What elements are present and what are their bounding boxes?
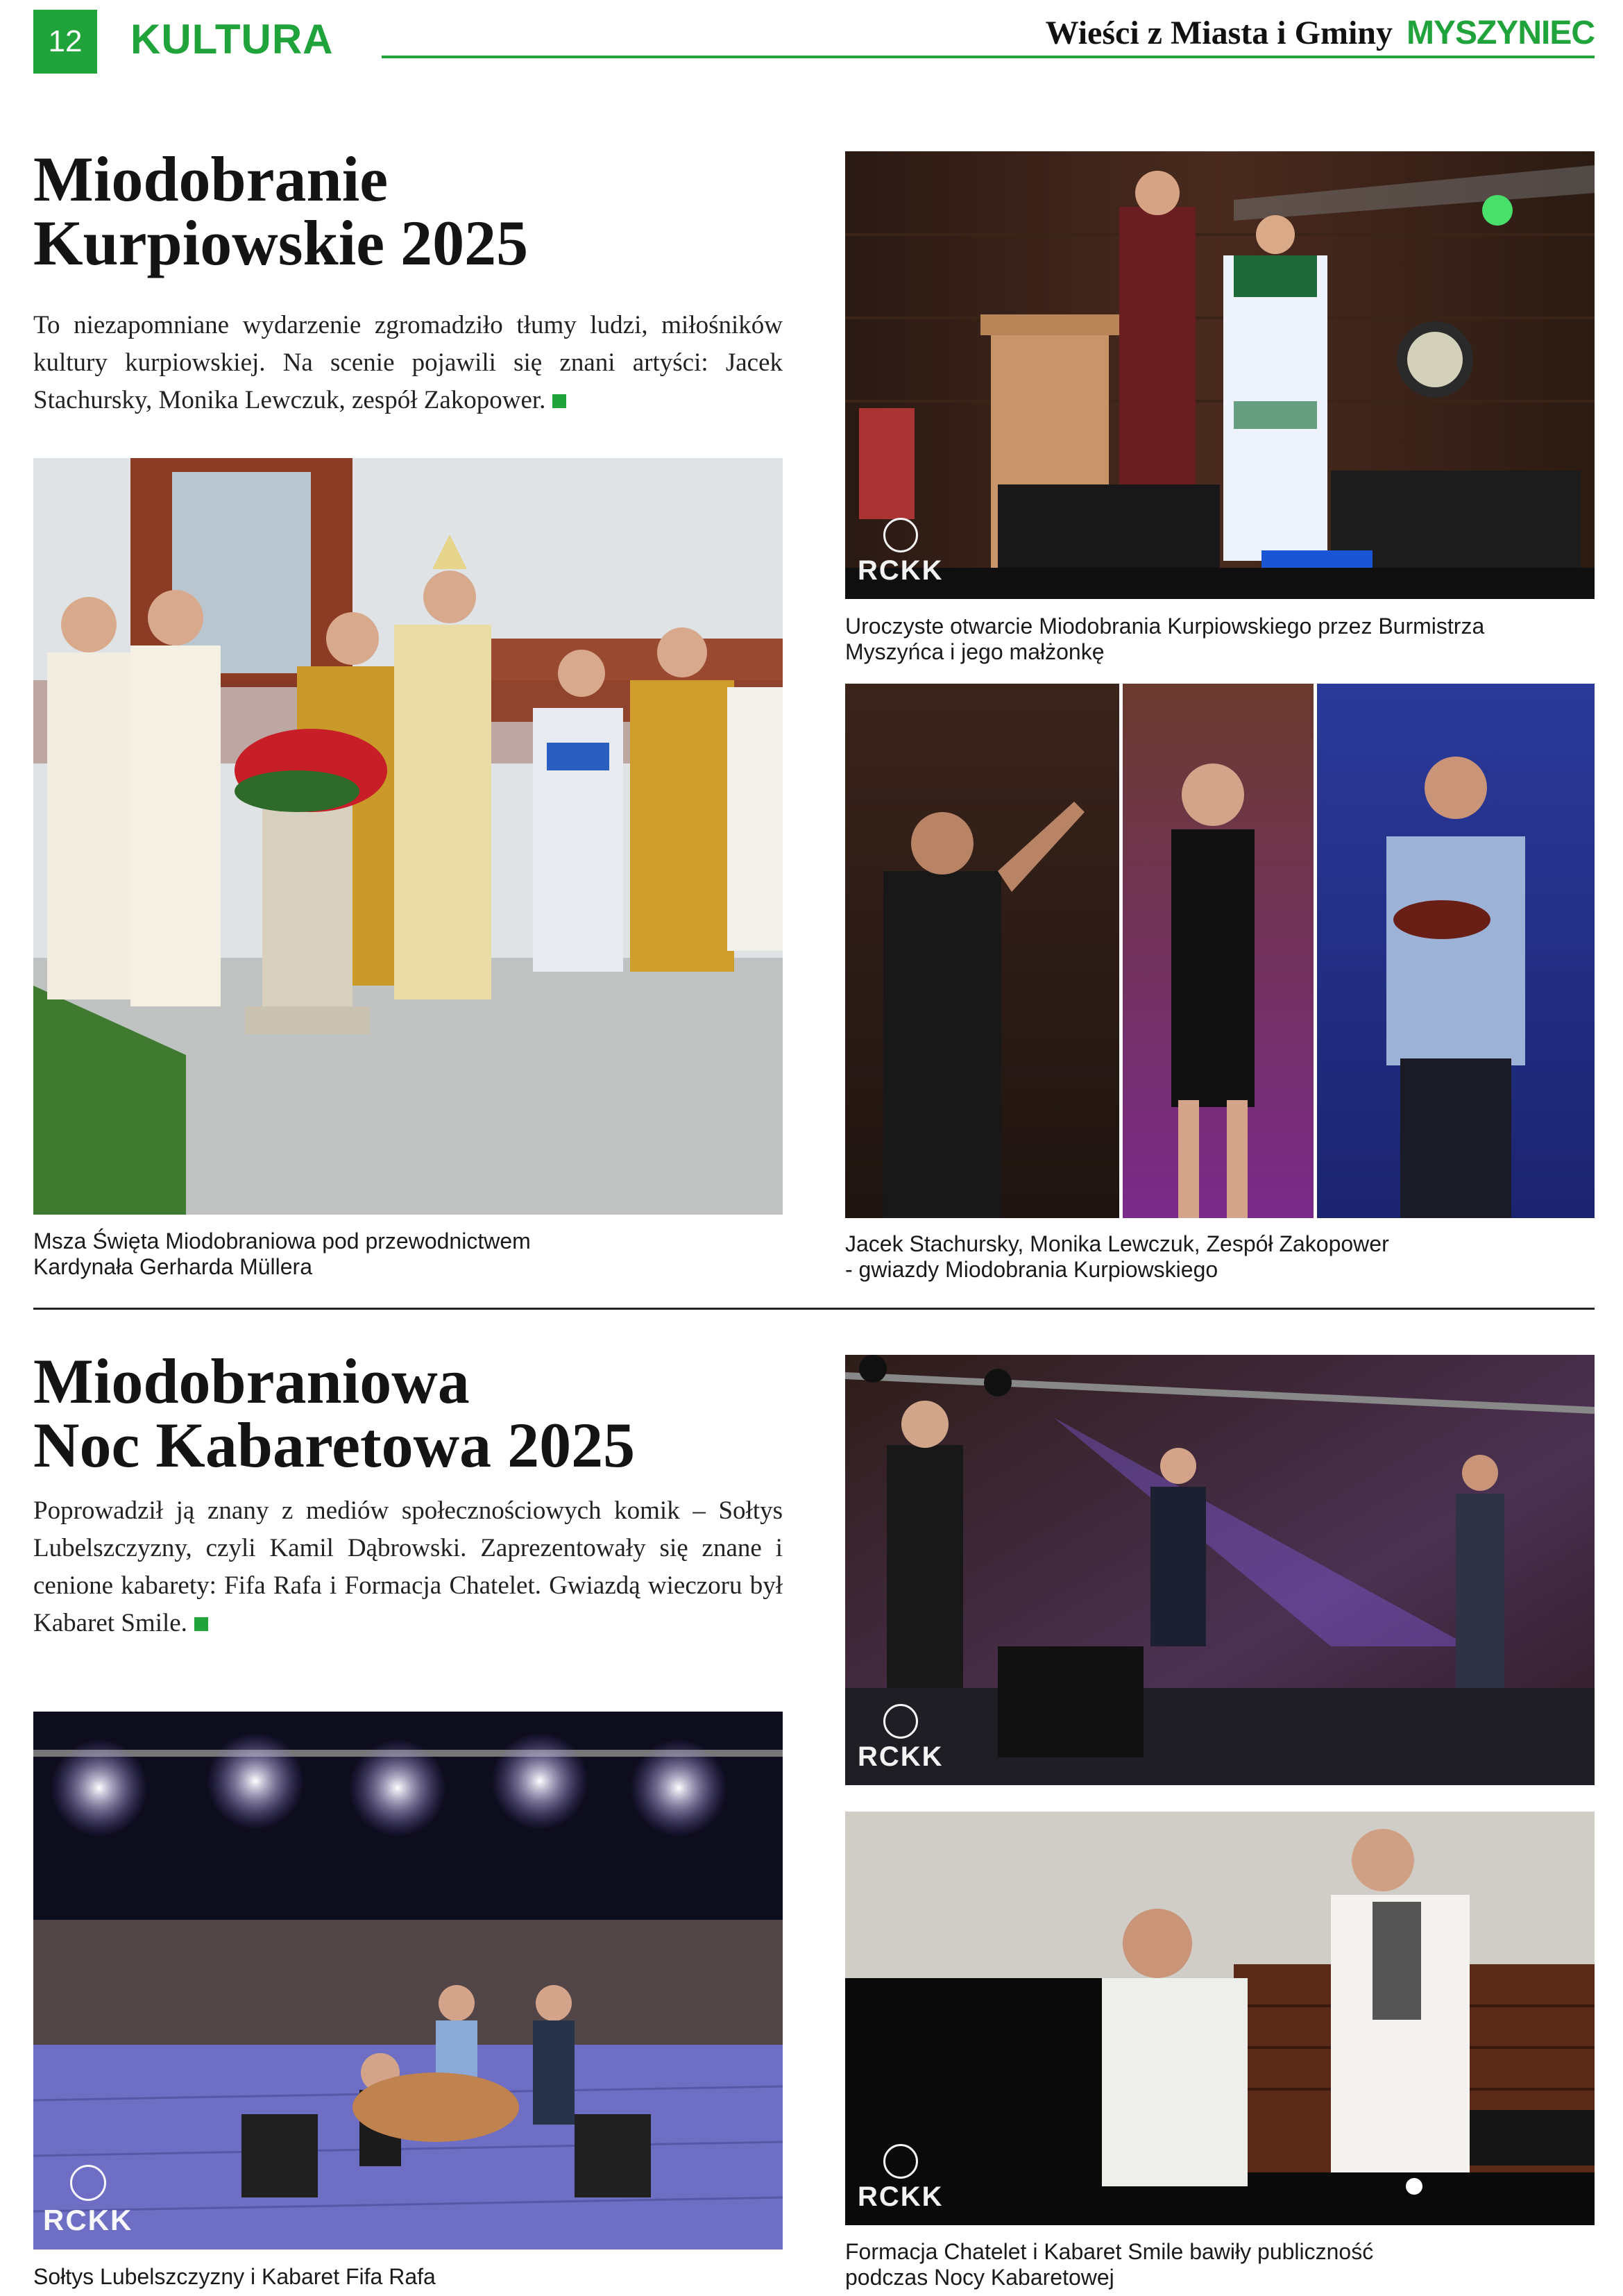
end-mark-icon	[552, 394, 566, 408]
photo-chatelet-smile	[845, 1812, 1595, 2225]
article1-title-line1: Miodobranie	[33, 144, 389, 214]
article2-lede-text: Poprowadził ją znany z mediów społecznościowych komik – Sołtys Lubelszczyzny, czyli Kamil Dąbrowski. Zaprezentowały się znane i cenione kabarety: Fifa Rafa i Formacja Chatelet. Gwiazdą wieczoru był Kabaret Smile.	[33, 1496, 783, 1637]
caption-soltys	[33, 2264, 783, 2290]
rckk-logo-text: RCKK	[858, 2181, 944, 2212]
article2-title	[33, 1346, 797, 1480]
article1-title	[33, 144, 783, 278]
caption-mass-line1: Msza Święta Miodobraniowa pod przewodnictwem	[33, 1229, 531, 1253]
article2-lede	[33, 1492, 783, 1642]
caption-mass	[33, 1229, 783, 1280]
rckk-logo-text: RCKK	[858, 555, 944, 586]
rckk-logo-text: RCKK	[43, 2204, 133, 2236]
photo-holy-mass	[33, 458, 783, 1215]
caption-stars-line1: Jacek Stachursky, Monika Lewczuk, Zespół Zakopower	[845, 1231, 1389, 1256]
rckk-seal-icon	[70, 2165, 106, 2201]
article1-lede	[33, 307, 783, 419]
rckk-seal-icon	[883, 518, 918, 552]
caption-stars-line2: - gwiazdy Miodobrania Kurpiowskiego	[845, 1257, 1218, 1282]
article1-lede-text: To niezapomniane wydarzenie zgromadziło tłumy ludzi, miłośników kultury kurpiowskiej. Na scenie pojawili się znani artyści: Jacek Stachursky, Monika Lewczuk, zespół Zakopower.	[33, 311, 783, 414]
caption-soltys-text: Sołtys Lubelszczyzny i Kabaret Fifa Rafa	[33, 2264, 436, 2289]
rckk-watermark	[858, 518, 944, 586]
caption-chatelet-line1: Formacja Chatelet i Kabaret Smile bawiły publiczność	[845, 2239, 1374, 2264]
caption-opening	[845, 614, 1595, 665]
masthead-paper-name: Wieści z Miasta i Gminy	[1045, 15, 1393, 51]
masthead	[1032, 14, 1595, 52]
rckk-logo-text: RCKK	[858, 1741, 944, 1772]
caption-opening-line2: Myszyńca i jego małżonkę	[845, 639, 1105, 664]
end-mark-icon	[194, 1617, 208, 1631]
header-rule	[382, 56, 1595, 58]
caption-mass-line2: Kardynała Gerharda Müllera	[33, 1254, 312, 1279]
caption-stars	[845, 1231, 1595, 1283]
article2-title-line1: Miodobraniowa	[33, 1346, 470, 1417]
caption-chatelet	[845, 2239, 1595, 2290]
section-divider	[33, 1308, 1595, 1310]
rckk-watermark	[858, 2144, 944, 2213]
rckk-watermark	[858, 1704, 944, 1773]
rckk-watermark	[43, 2165, 133, 2237]
article2-title-line2: Noc Kabaretowa 2025	[33, 1410, 636, 1480]
photo-soltys-fifa-rafa	[33, 1712, 783, 2249]
caption-chatelet-line2: podczas Nocy Kabaretowej	[845, 2265, 1114, 2290]
caption-opening-line1: Uroczyste otwarcie Miodobrania Kurpiowskiego przez Burmistrza	[845, 614, 1485, 639]
section-label: KULTURA	[130, 16, 334, 62]
rckk-seal-icon	[883, 2144, 918, 2179]
article1-title-line2: Kurpiowskie 2025	[33, 208, 529, 278]
page-number: 12	[33, 10, 97, 74]
masthead-town: MYSZYNIEC	[1406, 15, 1595, 51]
photo-cabaret-stage	[845, 1355, 1595, 1785]
rckk-seal-icon	[883, 1704, 918, 1739]
photo-stars-triptych	[845, 684, 1595, 1218]
photo-opening-ceremony	[845, 151, 1595, 599]
